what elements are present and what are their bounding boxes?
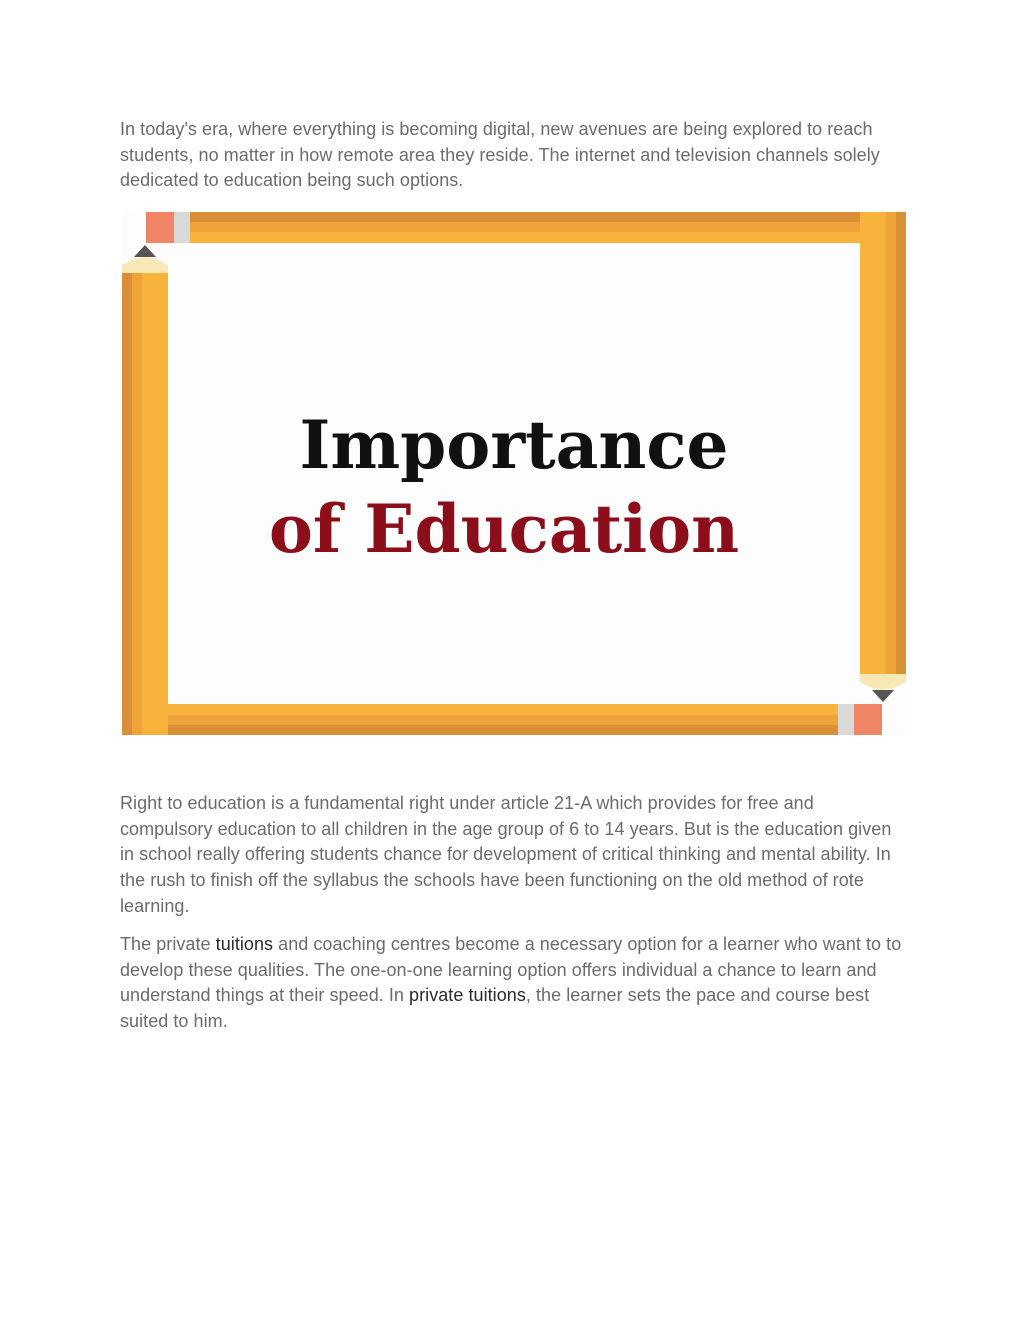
hero-title-line-2: of Education: [268, 490, 740, 568]
left-pencil: [122, 245, 168, 735]
pencil-inner-stripe: [122, 704, 840, 715]
pencil-mid-stripe: [122, 715, 840, 725]
paragraph-intro: In today's era, where everything is becoming digital, new avenues are being explored to reach students, no matter in how remote area they reside. The internet and television channels solely dedicated to education being such options.: [120, 119, 880, 191]
pencil-inner-stripe: [188, 232, 906, 243]
paragraph-private-tuitions: [120, 932, 910, 1035]
pencil-inner-stripe: [860, 212, 886, 682]
top-pencil: [146, 212, 906, 243]
pencil-outer-stripe: [896, 212, 906, 682]
pencil-outer-stripe: [122, 265, 132, 735]
pencil-eraser: [854, 704, 882, 735]
pencil-ferrule: [174, 212, 190, 243]
pencil-outer-stripe: [122, 725, 840, 735]
right-pencil: [860, 212, 906, 702]
pencil-eraser: [146, 212, 174, 243]
pencil-outer-stripe: [188, 212, 906, 222]
pencil-mid-stripe: [188, 222, 906, 232]
paragraph-text: and coaching centres become a necessary option for a learner who want to to develop these qualities. The one-on-one learning option offers individual a chance to learn and understand things at their speed. In: [120, 934, 902, 1006]
paragraph-right-to-education: Right to education is a fundamental right under article 21-A which provides for free and compulsory education to all children in the age group of 6 to 14 years. But is the education given in school really offering students chance for development of critical thinking and mental ability. In the rush to finish off the syllabus the schools have been functioning on the old method of rote learning.: [120, 793, 892, 916]
pencil-mid-stripe: [132, 265, 142, 735]
paragraph-text: The private: [120, 934, 216, 954]
paragraph-text: , the learner sets the pace and course best suited to him.: [120, 985, 870, 1032]
importance-of-education-banner: [122, 212, 906, 735]
pencil-ferrule: [838, 704, 854, 735]
pencil-mid-stripe: [886, 212, 896, 682]
hero-title-line-1: Importance: [299, 406, 729, 484]
bottom-pencil: [122, 704, 882, 735]
private-tuitions-link[interactable]: private tuitions: [409, 985, 526, 1006]
pencil-inner-stripe: [142, 265, 168, 735]
hero-image: [122, 212, 906, 735]
tuitions-link[interactable]: tuitions: [215, 934, 274, 954]
